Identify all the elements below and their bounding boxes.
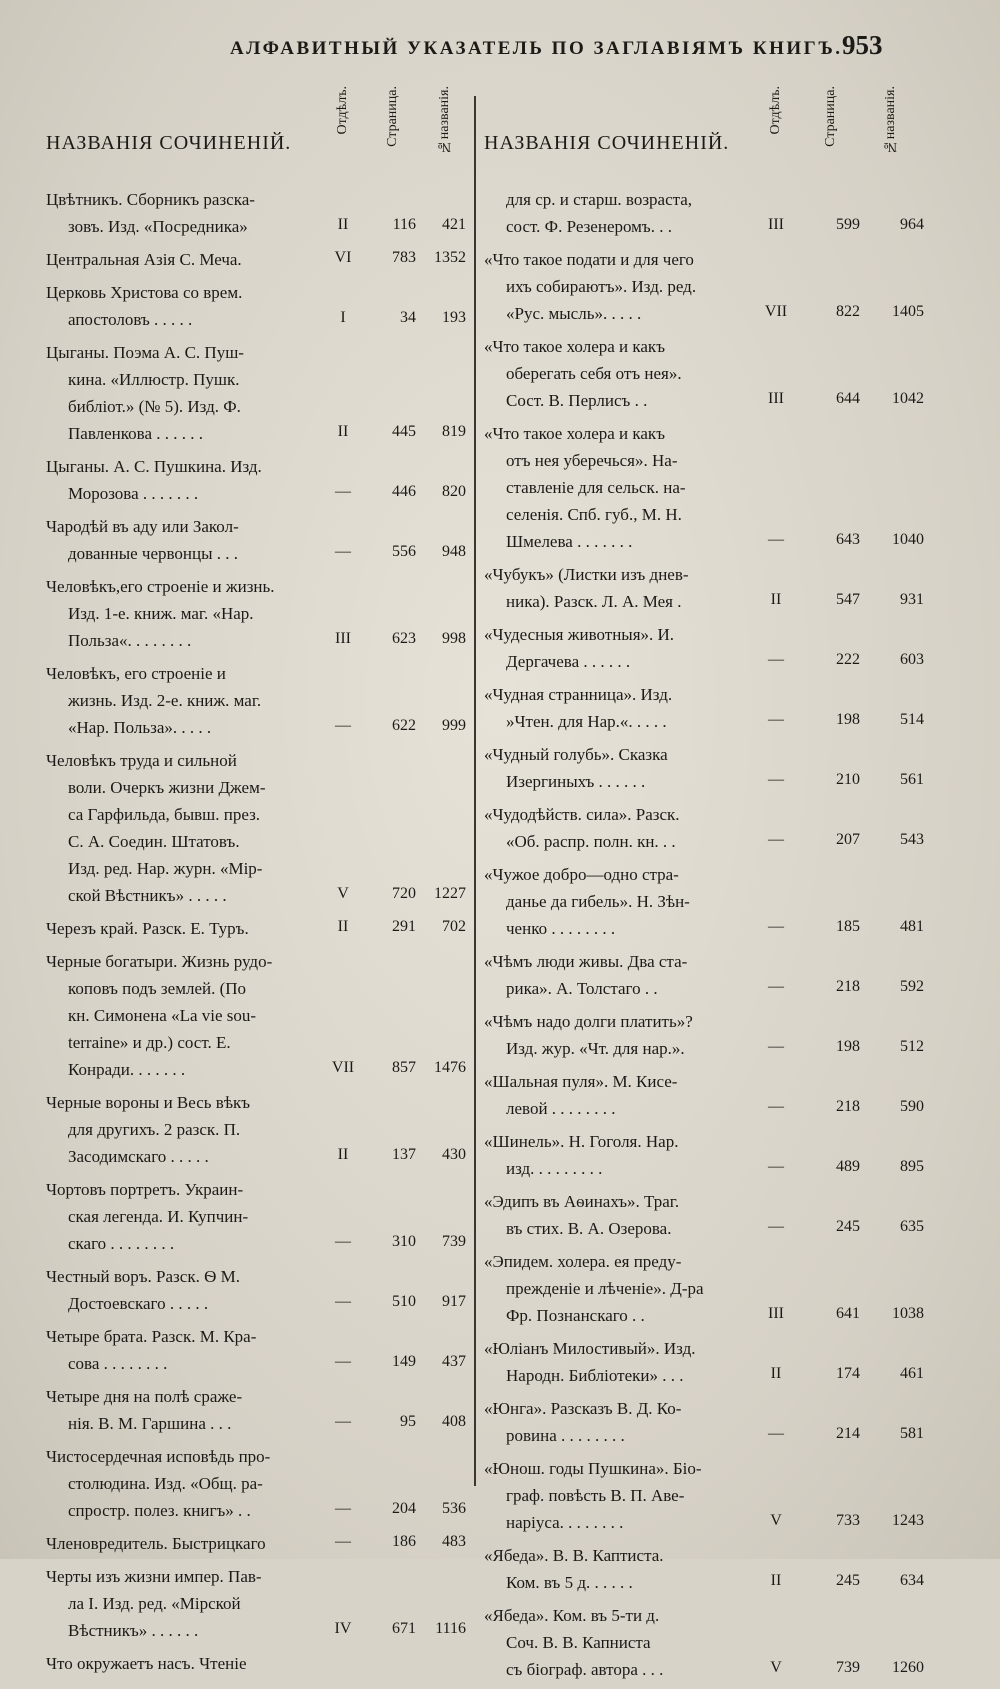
index-entry (46, 1176, 470, 1257)
index-entry (46, 948, 470, 1083)
entry-page: 489 (836, 1158, 860, 1175)
entry-line: граф. повѣсть В. П. Аве- (506, 1486, 685, 1505)
entry-section: — (768, 1425, 784, 1442)
entry-number: 1352 (434, 249, 466, 266)
entry-line: Ком. въ 5 д. . . . . . (506, 1573, 633, 1592)
index-entry (484, 1248, 930, 1329)
entry-line: Центральная Азія С. Меча. (46, 250, 242, 269)
entry-line: ихъ собираютъ». Изд. ред. (506, 277, 697, 296)
entry-page: 34 (400, 309, 416, 326)
entry-line: ской Вѣстникъ» . . . . . (68, 886, 227, 905)
entry-line: спростр. полез. книгъ» . . (68, 1501, 251, 1520)
entry-page: 599 (836, 216, 860, 233)
entry-line: «Шинель». Н. Гоголя. Нар. (484, 1132, 679, 1151)
entry-section: III (335, 630, 351, 647)
running-head: АЛФАВИТНЫЙ УКАЗАТЕЛЬ ПО ЗАГЛАВІЯМЪ КНИГЪ. (230, 38, 843, 59)
entry-line: левой . . . . . . . . (506, 1099, 616, 1118)
entry-section: II (337, 1146, 349, 1163)
index-entry (484, 1335, 930, 1389)
index-entry (484, 948, 930, 1002)
index-entry (46, 513, 470, 567)
entry-number: 514 (900, 711, 924, 728)
entry-section: III (768, 216, 784, 233)
entry-page: 137 (392, 1146, 416, 1163)
entry-line: жизнь. Изд. 2-е. книж. маг. (68, 691, 262, 710)
entry-number: 1405 (892, 303, 924, 320)
entry-line: «Чубукъ» (Листки изъ днев- (484, 565, 689, 584)
entry-line: Польза«. . . . . . . . (68, 631, 192, 650)
entry-line: ченко . . . . . . . . (506, 919, 616, 938)
entry-line: terraine» и др.) сост. Е. (68, 1033, 231, 1052)
entry-number: 193 (442, 309, 466, 326)
entry-line: для другихъ. 2 разск. П. (68, 1120, 241, 1139)
entry-page: 622 (392, 717, 416, 734)
entry-section: — (768, 1098, 784, 1115)
entry-line: селенія. Спб. губ., М. Н. (506, 505, 682, 524)
entry-line: «Чудесныя животныя». И. (484, 625, 675, 644)
entry-number: 430 (442, 1146, 466, 1163)
entry-line: «Чѣмъ люди живы. Два ста- (484, 952, 688, 971)
index-entry (46, 1089, 470, 1170)
entry-line: Цыганы. Поэма А. С. Пуш- (46, 343, 244, 362)
entry-section: II (337, 216, 349, 233)
entry-section: VII (331, 1059, 355, 1076)
entry-section: — (768, 531, 784, 548)
entry-section: II (770, 1572, 782, 1589)
entry-line: ника). Разск. Л. А. Мея . (506, 592, 682, 611)
entry-section: II (770, 1365, 782, 1382)
entry-number: 702 (442, 918, 466, 935)
index-entry (46, 660, 470, 741)
entry-page: 207 (836, 831, 860, 848)
entry-number: 917 (442, 1293, 466, 1310)
entry-line: Фр. Познанскаго . . (506, 1306, 645, 1325)
index-entry (46, 453, 470, 507)
index-entry (46, 1563, 470, 1644)
entry-section: IV (334, 1620, 352, 1637)
right-column-header (484, 86, 930, 186)
entry-number: 461 (900, 1365, 924, 1382)
entry-line: Четыре дня на полѣ сраже- (46, 1387, 243, 1406)
entry-line: Чародѣй въ аду или Закол- (46, 517, 239, 536)
entry-line: «Что такое холера и какъ (484, 337, 665, 356)
entry-section: II (337, 423, 349, 440)
entry-line: «Рус. мысль». . . . . (506, 304, 642, 323)
index-entry (484, 1188, 930, 1242)
entry-number: 543 (900, 831, 924, 848)
entry-section: — (768, 1158, 784, 1175)
entry-number: 820 (442, 483, 466, 500)
entry-number: 581 (900, 1425, 924, 1442)
entry-line: «Что такое холера и какъ (484, 424, 665, 443)
entry-line: «Чудный голубь». Сказка (484, 745, 668, 764)
index-entry (46, 1530, 470, 1557)
entry-section: — (768, 978, 784, 995)
entry-page: 291 (392, 918, 416, 935)
entry-number: 592 (900, 978, 924, 995)
entry-line: »Чтен. для Нар.«. . . . . (506, 712, 667, 731)
entry-number: 536 (442, 1500, 466, 1517)
entry-line: «Чудная странница». Изд. (484, 685, 673, 704)
entry-line: Что окружаетъ насъ. Чтеніе (46, 1654, 247, 1673)
entry-page: 185 (836, 918, 860, 935)
entry-section: — (335, 1413, 351, 1430)
entry-page: 214 (836, 1425, 860, 1442)
entry-number: 1040 (892, 531, 924, 548)
column-title: НАЗВАНІЯ СОЧИНЕНІЙ. (46, 132, 292, 154)
entry-line: «Шальная пуля». М. Кисе- (484, 1072, 678, 1091)
entry-number: 1476 (434, 1059, 466, 1076)
entry-page: 210 (836, 771, 860, 788)
entry-line: Вѣстникъ» . . . . . . (68, 1621, 199, 1640)
entry-line: «Нар. Польза». . . . . (68, 718, 212, 737)
entry-section: — (335, 1500, 351, 1517)
entry-page: 733 (836, 1512, 860, 1529)
entry-line: Чистосердечная исповѣдь про- (46, 1447, 271, 1466)
index-entry (484, 621, 930, 675)
entry-line: Церковь Христова со врем. (46, 283, 243, 302)
entry-number: 931 (900, 591, 924, 608)
entry-page: 556 (392, 543, 416, 560)
entry-number: 590 (900, 1098, 924, 1115)
entry-page: 149 (392, 1353, 416, 1370)
index-entry (46, 246, 470, 273)
entry-page: 510 (392, 1293, 416, 1310)
index-entry (484, 420, 930, 555)
entry-section: V (337, 885, 349, 902)
entry-page: 739 (836, 1659, 860, 1676)
entry-number: 739 (442, 1233, 466, 1250)
number-header: №названія. (883, 86, 898, 155)
index-entry (46, 573, 470, 654)
entry-line: Цвѣтникъ. Сборникъ разска- (46, 190, 255, 209)
entry-page: 218 (836, 1098, 860, 1115)
index-entry (46, 186, 470, 240)
entry-number: 819 (442, 423, 466, 440)
entry-line: оберегать себя отъ нея». (506, 364, 682, 383)
column-title: НАЗВАНІЯ СОЧИНЕНІЙ. (484, 132, 730, 154)
entry-line: апостоловъ . . . . . (68, 310, 193, 329)
entry-section: — (768, 711, 784, 728)
index-entry (484, 186, 930, 240)
entry-line: «Эпидем. холера. ея преду- (484, 1252, 682, 1271)
index-entry (46, 1263, 470, 1317)
entry-line: «Чудодѣйств. сила». Разск. (484, 805, 680, 824)
entry-line: Черные богатыри. Жизнь рудо- (46, 952, 273, 971)
entry-line: Изд. ред. Нар. журн. «Мір- (68, 859, 263, 878)
index-entry (46, 1383, 470, 1437)
entry-line: скаго . . . . . . . . (68, 1234, 175, 1253)
entry-line: Человѣкъ, его строеніе и (46, 664, 226, 683)
entry-line: «Юліанъ Милостивый». Изд. (484, 1339, 696, 1358)
entry-section: II (770, 591, 782, 608)
index-entry (484, 1602, 930, 1683)
index-entry (46, 1323, 470, 1377)
entry-line: Конради. . . . . . . (68, 1060, 186, 1079)
entry-line: столюдина. Изд. «Общ. ра- (68, 1474, 263, 1493)
entry-page: 623 (392, 630, 416, 647)
entry-line: «Юнга». Разсказъ В. Д. Ко- (484, 1399, 682, 1418)
entry-number: 421 (442, 216, 466, 233)
entry-number: 512 (900, 1038, 924, 1055)
entry-line: ская легенда. И. Купчин- (68, 1207, 249, 1226)
entry-number: 561 (900, 771, 924, 788)
entry-line: Изергиныхъ . . . . . . (506, 772, 646, 791)
index-entry (484, 861, 930, 942)
entry-line: кина. «Иллюстр. Пушк. (68, 370, 240, 389)
entry-page: 857 (392, 1059, 416, 1076)
section-header: Отдѣлъ. (335, 86, 350, 135)
entry-line: рика». А. Толстаго . . (506, 979, 658, 998)
entry-number: 999 (442, 717, 466, 734)
entry-section: III (768, 1305, 784, 1322)
entry-line: ла I. Изд. ред. «Мірской (68, 1594, 241, 1613)
index-entry (46, 747, 470, 909)
entry-line: сост. Ф. Резенеромъ. . . (506, 217, 672, 236)
entry-line: Черные вороны и Весь вѣкъ (46, 1093, 251, 1112)
entry-line: съ біограф. автора . . . (506, 1660, 664, 1679)
index-entry (46, 915, 470, 942)
entry-section: — (768, 651, 784, 668)
entry-line: «Ябеда». В. В. Каптиста. (484, 1546, 664, 1565)
index-entry (484, 561, 930, 615)
entry-section: — (335, 1233, 351, 1250)
entry-line: Морозова . . . . . . . (68, 484, 199, 503)
entry-line: Сост. В. Перлисъ . . (506, 391, 648, 410)
entry-number: 1243 (892, 1512, 924, 1529)
index-entry (46, 339, 470, 447)
index-entry (484, 681, 930, 735)
entry-number: 634 (900, 1572, 924, 1589)
entry-page: 186 (392, 1533, 416, 1550)
entry-line: наріуса. . . . . . . . (506, 1513, 624, 1532)
entry-line: Цыганы. А. С. Пушкина. Изд. (46, 457, 262, 476)
entry-line: Дергачева . . . . . . (506, 652, 631, 671)
entry-number: 964 (900, 216, 924, 233)
entry-page: 310 (392, 1233, 416, 1250)
entry-line: Четыре брата. Разск. М. Кра- (46, 1327, 257, 1346)
entry-line: Засодимскаго . . . . . (68, 1147, 209, 1166)
entry-line: коповъ подъ землей. (По (68, 979, 247, 998)
index-entry (46, 1443, 470, 1524)
entry-page: 720 (392, 885, 416, 902)
entry-line: Черты изъ жизни импер. Пав- (46, 1567, 262, 1586)
entry-line: Изд. жур. «Чт. для нар.». (506, 1039, 685, 1058)
entry-line: Изд. 1-е. книж. маг. «Нар. (68, 604, 254, 623)
left-column-header (46, 86, 470, 186)
entry-page: 783 (392, 249, 416, 266)
entry-line: Честный воръ. Разск. Ѳ М. (46, 1267, 240, 1286)
entry-number: 948 (442, 543, 466, 560)
entry-line: данье да гибель». Н. Зѣн- (506, 892, 690, 911)
index-entry (484, 1128, 930, 1182)
entry-section: — (335, 1293, 351, 1310)
page-header: Страница. (385, 86, 400, 147)
entry-page: 644 (836, 390, 860, 407)
entry-line: дованные червонцы . . . (68, 544, 239, 563)
entry-line: «Юнош. годы Пушкина». Біо- (484, 1459, 702, 1478)
entry-section: V (770, 1512, 782, 1529)
index-entry (484, 801, 930, 855)
entry-page: 204 (392, 1500, 416, 1517)
entry-number: 895 (900, 1158, 924, 1175)
entry-line: кн. Симонена «La vie sou- (68, 1006, 257, 1025)
entry-line: «Чужое добро—одно стра- (484, 865, 679, 884)
index-entry (484, 1008, 930, 1062)
entry-page: 822 (836, 303, 860, 320)
entry-section: — (335, 483, 351, 500)
left-entry-list (46, 186, 470, 1677)
number-header: №названія. (437, 86, 452, 155)
column-divider (474, 96, 476, 1486)
entry-section: — (768, 1218, 784, 1235)
entry-page: 671 (392, 1620, 416, 1637)
entry-line: прежденіе и лѣченіе». Д-ра (506, 1279, 704, 1298)
entry-section: I (340, 309, 346, 326)
index-entry (484, 246, 930, 327)
entry-section: — (335, 543, 351, 560)
entry-section: VII (764, 303, 788, 320)
entry-line: изд. . . . . . . . . (506, 1159, 603, 1178)
entry-section: VI (334, 249, 352, 266)
entry-title (46, 1650, 470, 1677)
entry-page: 245 (836, 1572, 860, 1589)
entry-section: — (768, 1038, 784, 1055)
left-column (46, 86, 470, 1683)
entry-section: II (337, 918, 349, 935)
entry-number: 483 (442, 1533, 466, 1550)
entry-page: 445 (392, 423, 416, 440)
entry-number: 408 (442, 1413, 466, 1430)
entry-line: для ср. и старш. возраста, (506, 190, 693, 209)
entry-line: Человѣкъ труда и сильной (46, 751, 237, 770)
entry-section: V (770, 1659, 782, 1676)
index-entry (46, 1650, 470, 1677)
entry-page: 218 (836, 978, 860, 995)
entry-page: 222 (836, 651, 860, 668)
entry-line: Народн. Библіотеки» . . . (506, 1366, 684, 1385)
entry-page: 95 (400, 1413, 416, 1430)
entry-line: «Чѣмъ надо долги платить»? (484, 1012, 693, 1031)
right-entry-list (484, 186, 930, 1683)
entry-page: 547 (836, 591, 860, 608)
entry-section: — (768, 771, 784, 788)
entry-number: 1227 (434, 885, 466, 902)
right-column (484, 86, 930, 1689)
entry-section: — (335, 1533, 351, 1550)
entry-line: Достоевскаго . . . . . (68, 1294, 209, 1313)
entry-number: 1038 (892, 1305, 924, 1322)
entry-line: въ стих. В. А. Озерова. (506, 1219, 672, 1238)
index-entry (46, 279, 470, 333)
entry-number: 1116 (435, 1620, 466, 1637)
entry-number: 437 (442, 1353, 466, 1370)
entry-page: 174 (836, 1365, 860, 1382)
entry-page: 198 (836, 711, 860, 728)
entry-line: «Что такое подати и для чего (484, 250, 694, 269)
index-entry (484, 741, 930, 795)
index-entry (484, 1395, 930, 1449)
entry-section: — (768, 918, 784, 935)
entry-section: — (335, 717, 351, 734)
entry-line: Павленкова . . . . . . (68, 424, 203, 443)
index-entry (484, 1542, 930, 1596)
entry-number: 998 (442, 630, 466, 647)
index-entry (484, 1068, 930, 1122)
entry-line: воли. Очеркъ жизни Джем- (68, 778, 266, 797)
entry-line: «Об. распр. полн. кн. . . (506, 832, 676, 851)
entry-line: «Эдипъ въ Аѳинахъ». Траг. (484, 1192, 680, 1211)
entry-page: 643 (836, 531, 860, 548)
entry-page: 116 (392, 216, 416, 233)
entry-page: 641 (836, 1305, 860, 1322)
index-entry (484, 1455, 930, 1536)
entry-line: сова . . . . . . . . (68, 1354, 168, 1373)
entry-line: Шмелева . . . . . . . (506, 532, 633, 551)
section-header: Отдѣлъ. (768, 86, 783, 135)
entry-page: 198 (836, 1038, 860, 1055)
page-number: 953 (842, 30, 883, 60)
entry-number: 1260 (892, 1659, 924, 1676)
entry-number: 1042 (892, 390, 924, 407)
entry-line: отъ нея уберечься». На- (506, 451, 678, 470)
entry-number: 603 (900, 651, 924, 668)
entry-line: са Гарфильда, бывш. през. (68, 805, 261, 824)
entry-section: — (768, 831, 784, 848)
entry-line: нія. В. М. Гаршина . . . (68, 1414, 232, 1433)
entry-section: — (335, 1353, 351, 1370)
entry-line: библіот.» (№ 5). Изд. Ф. (68, 397, 241, 416)
entry-line: Чортовъ портретъ. Украин- (46, 1180, 244, 1199)
entry-number: 635 (900, 1218, 924, 1235)
entry-section: III (768, 390, 784, 407)
entry-line: Человѣкъ,его строеніе и жизнь. (46, 577, 275, 596)
entry-page: 446 (392, 483, 416, 500)
entry-line: ставленіе для сельск. на- (506, 478, 686, 497)
entry-line: зовъ. Изд. «Посредника» (68, 217, 248, 236)
entry-line: Соч. В. В. Капниста (506, 1633, 651, 1652)
entry-line: «Ябеда». Ком. въ 5-ти д. (484, 1606, 660, 1625)
index-entry (484, 333, 930, 414)
entry-line: С. А. Соедин. Штатовъ. (68, 832, 240, 851)
entry-line: ровина . . . . . . . . (506, 1426, 625, 1445)
entry-page: 245 (836, 1218, 860, 1235)
entry-line: Членовредитель. Быстрицкаго (46, 1534, 266, 1553)
entry-number: 481 (900, 918, 924, 935)
page-header: Страница. (823, 86, 838, 147)
entry-line: Черезъ край. Разск. Е. Туръ. (46, 919, 249, 938)
